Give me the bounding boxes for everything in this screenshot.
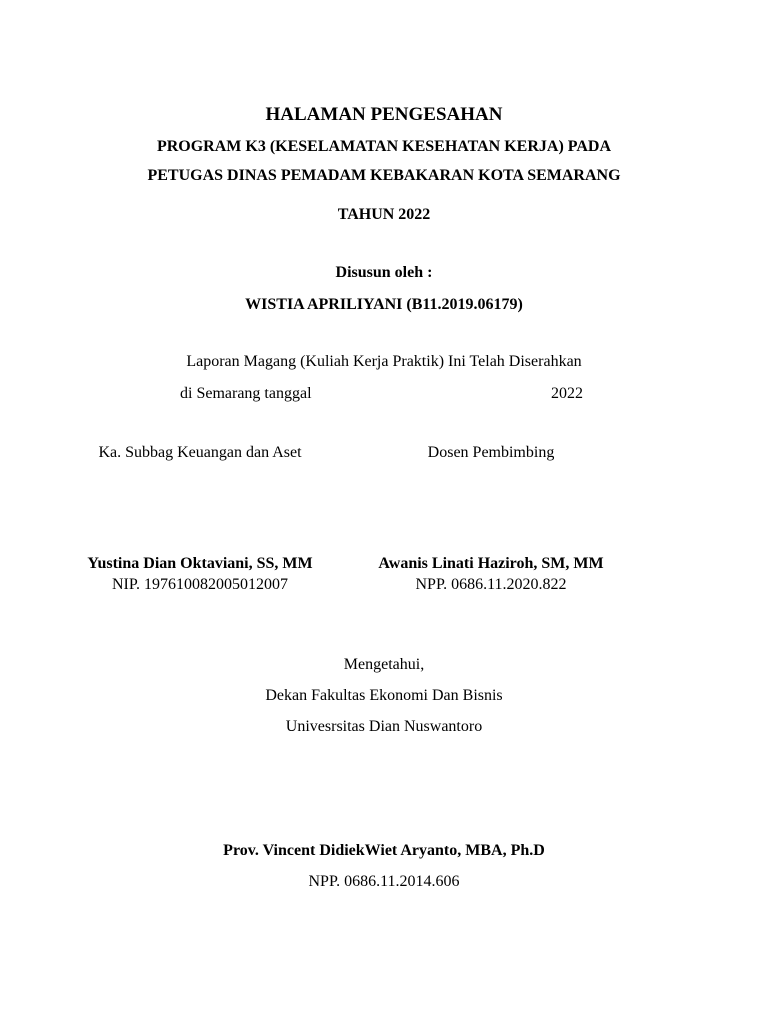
approval-signatory-name: Prov. Vincent DidiekWiet Aryanto, MBA, Ph.D [223, 842, 545, 859]
right-signatory-role: Dosen Pembimbing [427, 444, 555, 461]
program-title-line-1: PROGRAM K3 (KESELAMATAN KESEHATAN KERJA) PADA [156, 138, 612, 155]
author-label: Disusun oleh : [335, 264, 433, 281]
approval-label: Mengetahui, [343, 656, 425, 673]
right-signatory-id: NPP. 0686.11.2020.822 [415, 576, 567, 593]
author-name: WISTIA APRILIYANI (B11.2019.06179) [245, 296, 523, 313]
submission-place-date: di Semarang tanggal [180, 385, 312, 402]
approval-institution: Univesrsitas Dian Nuswantoro [285, 718, 483, 735]
submission-year: 2022 [551, 385, 583, 402]
right-signatory-name: Awanis Linati Haziroh, SM, MM [378, 555, 604, 572]
program-year: TAHUN 2022 [337, 206, 431, 223]
approval-signatory-id: NPP. 0686.11.2014.606 [308, 873, 460, 890]
approval-position: Dekan Fakultas Ekonomi Dan Bisnis [265, 687, 503, 704]
left-signatory-role: Ka. Subbag Keuangan dan Aset [98, 444, 302, 461]
left-signatory-name: Yustina Dian Oktaviani, SS, MM [87, 555, 313, 572]
program-title-line-2: PETUGAS DINAS PEMADAM KEBAKARAN KOTA SEMARANG [147, 167, 621, 184]
page-title: HALAMAN PENGESAHAN [265, 104, 503, 125]
submission-statement: Laporan Magang (Kuliah Kerja Praktik) Ini Telah Diserahkan [186, 353, 582, 370]
left-signatory-id: NIP. 197610082005012007 [111, 576, 288, 593]
